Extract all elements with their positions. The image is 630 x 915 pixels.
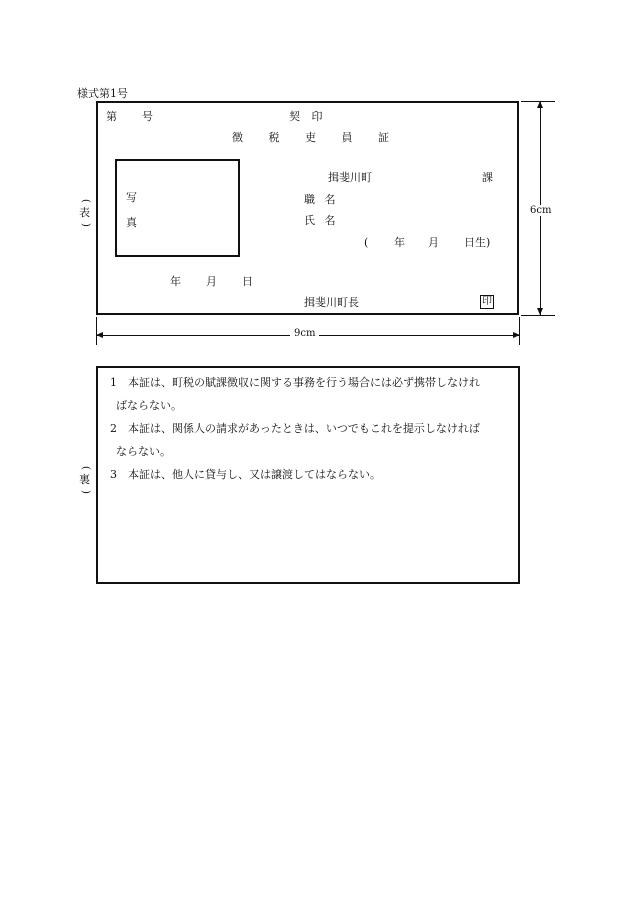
paren-open-icon: ( xyxy=(79,466,91,470)
number-label-1: 第 xyxy=(106,110,117,123)
town-name: 揖斐川町 xyxy=(328,171,372,184)
position-label: 職 名 xyxy=(304,193,336,206)
paren-close-icon: ) xyxy=(79,490,91,494)
id-card-back xyxy=(96,366,520,584)
photo-label-2: 真 xyxy=(126,216,137,229)
back-side-label xyxy=(79,463,90,497)
height-tick-bottom xyxy=(521,315,555,316)
form-number: 様式第1号 xyxy=(77,87,128,100)
mayor-label: 揖斐川町長 xyxy=(304,296,359,309)
birth-month-label: 月 xyxy=(428,236,439,249)
seal-stamp: 印 xyxy=(482,296,492,307)
issue-year-label: 年 xyxy=(170,275,181,288)
stamp-label: 契 印 xyxy=(289,110,323,123)
width-tick-right xyxy=(519,317,520,345)
note-1-line-1: 本証は、町税の賦課徴収に関する事務を行う場合には必ず携帯しなけれ xyxy=(128,376,480,389)
arrow-up-icon xyxy=(537,101,543,108)
note-3-number: 3 xyxy=(110,468,117,481)
note-2-line-1: 本証は、関係人の請求があったときは、いつでもこれを提示しなければ xyxy=(128,422,480,435)
birth-year-label: 年 xyxy=(394,236,405,249)
note-1-line-2: ばならない。 xyxy=(116,399,182,412)
photo-area xyxy=(115,159,240,257)
issue-day-label: 日 xyxy=(242,275,253,288)
photo-label-1: 写 xyxy=(126,191,137,204)
arrow-right-icon xyxy=(513,332,520,338)
width-tick-left xyxy=(96,317,97,345)
front-side-label-text: 表 xyxy=(79,206,90,219)
note-3-line-1: 本証は、他人に貸与し、又は譲渡してはならない。 xyxy=(128,468,381,481)
note-1-number: 1 xyxy=(110,376,117,389)
paren-close-icon: ) xyxy=(79,223,91,227)
paren-open-icon: ( xyxy=(79,199,91,203)
birth-day-label: 日生) xyxy=(464,236,491,249)
id-card-front xyxy=(96,101,519,315)
note-2-line-2: ならない。 xyxy=(116,445,171,458)
front-side-label xyxy=(79,196,90,230)
note-2-number: 2 xyxy=(110,422,117,435)
name-label: 氏 名 xyxy=(304,214,336,227)
section-label: 課 xyxy=(482,171,493,184)
issue-month-label: 月 xyxy=(206,275,217,288)
birth-open-paren: ( xyxy=(364,236,369,249)
width-dimension-label: 9cm xyxy=(290,328,319,339)
arrow-left-icon xyxy=(96,332,103,338)
arrow-down-icon xyxy=(537,308,543,315)
number-label-2: 号 xyxy=(142,110,153,123)
back-side-label-text: 裏 xyxy=(79,473,90,486)
card-title: 徴 税 吏 員 証 xyxy=(232,131,389,144)
height-dimension-label: 6cm xyxy=(526,205,555,216)
